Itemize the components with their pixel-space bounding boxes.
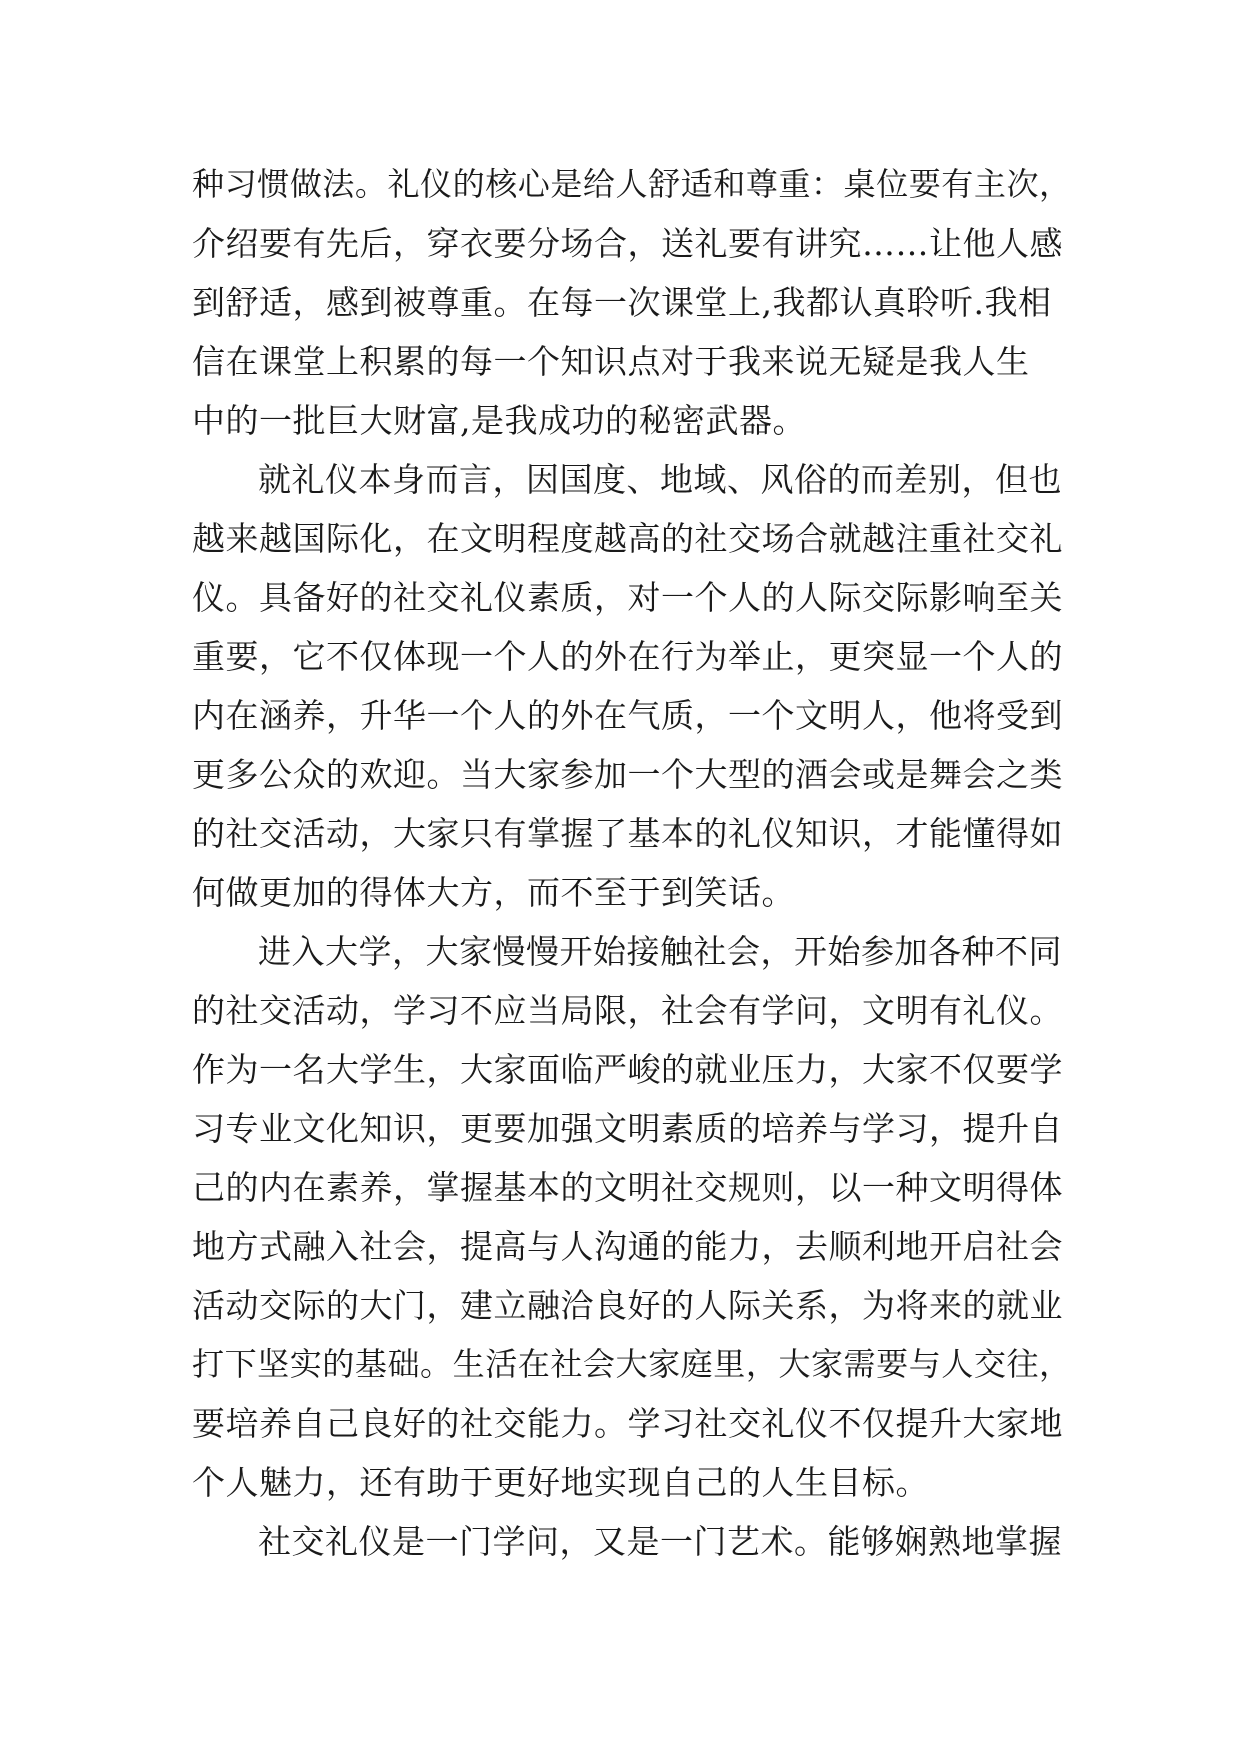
text-line: 地方式融入社会，提高与人沟通的能力，去顺利地开启社会 [192, 1227, 1063, 1266]
text-line: 重要，它不仅体现一个人的外在行为举止，更突显一个人的 [192, 637, 1063, 676]
text-line: 活动交际的大门，建立融洽良好的人际关系，为将来的就业 [192, 1286, 1063, 1325]
text-line: 越来越国际化，在文明程度越高的社交场合就越注重社交礼 [192, 519, 1063, 558]
paragraph-first-line: 社交礼仪是一门学问，又是一门艺术。能够娴熟地掌握 [258, 1522, 1062, 1561]
text-line: 的社交活动，大家只有掌握了基本的礼仪知识，才能懂得如 [192, 814, 1063, 853]
text-line: 内在涵养，升华一个人的外在气质，一个文明人，他将受到 [192, 696, 1063, 735]
text-line: 中的一批巨大财富,是我成功的秘密武器。 [192, 401, 806, 440]
text-line: 打下坚实的基础。生活在社会大家庭里，大家需要与人交往， [192, 1345, 1072, 1383]
text-line: 信在课堂上积累的每一个知识点对于我来说无疑是我人生 [192, 342, 1030, 381]
text-line: 个人魅力，还有助于更好地实现自己的人生目标。 [192, 1463, 929, 1502]
paragraph-first-line: 就礼仪本身而言，因国度、地域、风俗的而差别，但也 [258, 460, 1062, 499]
text-line: 种习惯做法。礼仪的核心是给人舒适和尊重：桌位要有主次， [192, 165, 1072, 203]
text-line: 要培养自己良好的社交能力。学习社交礼仪不仅提升大家地 [192, 1404, 1063, 1443]
paragraph-first-line: 进入大学，大家慢慢开始接触社会，开始参加各种不同 [258, 932, 1062, 971]
text-line: 到舒适，感到被尊重。在每一次课堂上,我都认真聆听.我相 [192, 283, 1052, 322]
text-line: 己的内在素养，掌握基本的文明社交规则，以一种文明得体 [192, 1168, 1063, 1207]
text-line: 何做更加的得体大方，而不至于到笑话。 [192, 873, 795, 912]
text-line: 的社交活动，学习不应当局限，社会有学问，文明有礼仪。 [192, 991, 1063, 1030]
text-line: 更多公众的欢迎。当大家参加一个大型的酒会或是舞会之类 [192, 755, 1063, 794]
body-text [192, 155, 1072, 1571]
text-line: 作为一名大学生，大家面临严峻的就业压力，大家不仅要学 [192, 1050, 1063, 1089]
text-line: 习专业文化知识，更要加强文明素质的培养与学习，提升自 [192, 1109, 1063, 1148]
text-line: 介绍要有先后，穿衣要分场合，送礼要有讲究……让他人感 [192, 224, 1063, 263]
text-line: 仪。具备好的社交礼仪素质，对一个人的人际交际影响至关 [192, 578, 1063, 617]
